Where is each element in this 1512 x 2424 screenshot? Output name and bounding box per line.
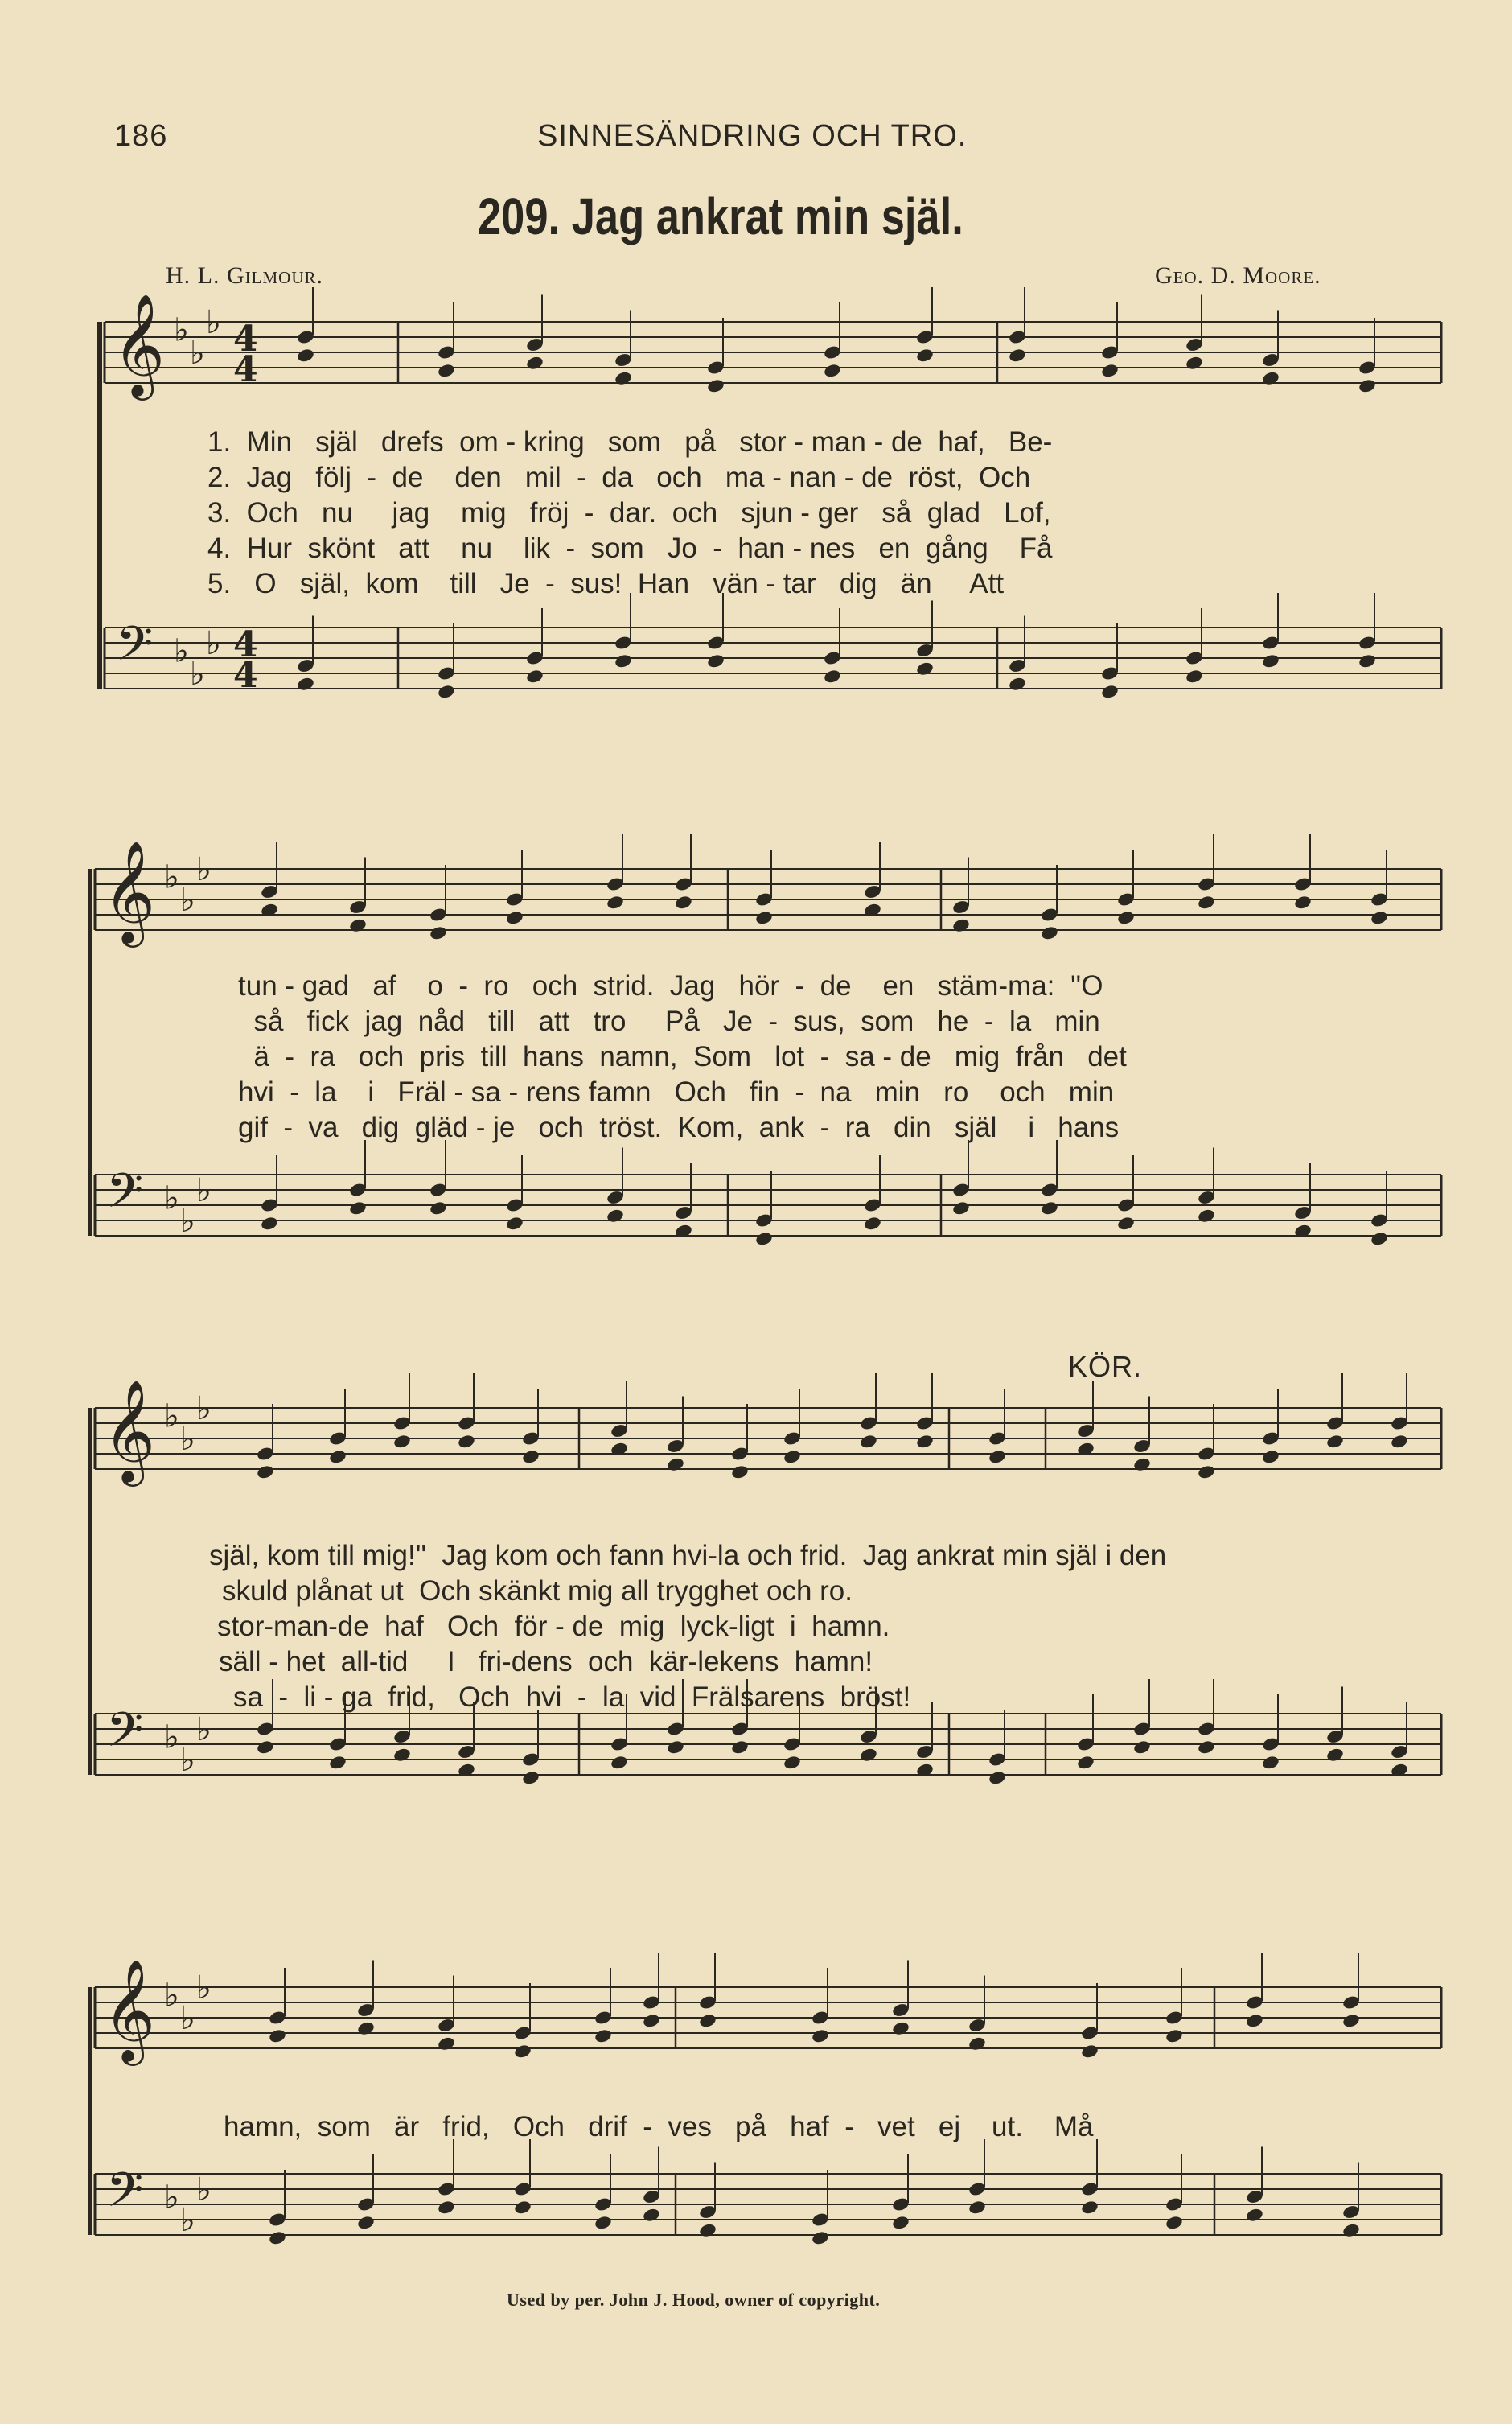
notehead — [256, 1739, 275, 1755]
time-signature: 4 — [233, 349, 258, 390]
page-number: 186 — [114, 119, 168, 153]
notehead — [437, 684, 456, 700]
flat-sign: ♭ — [174, 632, 189, 670]
notehead — [859, 1747, 878, 1763]
notehead — [1100, 363, 1120, 379]
notehead — [1165, 2215, 1184, 2231]
lyric-line: 1. Min själ drefs om - kring som på stor - man - de haf, Be- — [207, 426, 1053, 458]
notehead — [706, 378, 725, 394]
time-signature: 4 — [233, 319, 258, 360]
notehead — [1341, 2013, 1361, 2029]
flat-sign: ♭ — [190, 656, 205, 693]
notehead — [863, 1216, 882, 1232]
notehead — [783, 1755, 802, 1771]
lyric-line: hamn, som är frid, Och drif - ves på haf - vet ej ut. Må — [224, 2111, 1094, 2142]
flat-sign: ♭ — [206, 625, 221, 662]
flat-sign: ♭ — [180, 1421, 195, 1458]
notehead — [260, 902, 279, 918]
notehead — [1245, 2013, 1264, 2029]
notehead — [1370, 910, 1389, 926]
lyric-line: själ, kom till mig!'' Jag kom och fann hvi-la och frid. Jag ankrat min själ i den — [209, 1540, 1167, 1571]
notehead — [392, 1747, 412, 1763]
time-signature: 4 — [233, 624, 258, 665]
notehead — [951, 1200, 971, 1216]
lyric-line: gif - va dig gläd - je och tröst. Kom, ank - ra din själ i hans — [238, 1112, 1120, 1143]
notehead — [915, 1434, 935, 1450]
lyric-line: så fick jag nåd till att tro På Je - sus, som he - la min — [238, 1006, 1100, 1037]
notehead — [915, 1762, 935, 1778]
flat-sign: ♭ — [196, 1711, 212, 1748]
notehead — [505, 910, 524, 926]
bass-clef: 𝄢 — [106, 2162, 144, 2229]
flat-sign: ♭ — [196, 1969, 212, 2006]
flat-sign: ♭ — [196, 1390, 212, 1427]
notehead — [1197, 1464, 1216, 1480]
notehead — [1293, 1223, 1313, 1239]
composer-credit: Geo. D. Moore. — [1155, 262, 1321, 289]
lyric-line: tun - gad af o - ro och strid. Jag hör - de en stäm-ma: ''O — [238, 970, 1103, 1002]
flat-sign: ♭ — [180, 1203, 195, 1240]
bass-clef: 𝄢 — [116, 615, 154, 683]
notehead — [348, 917, 368, 933]
notehead — [1341, 2222, 1361, 2238]
flat-sign: ♭ — [164, 1397, 179, 1435]
bass-clef: 𝄢 — [106, 1163, 144, 1230]
notehead — [429, 1200, 448, 1216]
flat-sign: ♭ — [180, 2202, 195, 2239]
notehead — [1261, 653, 1280, 669]
treble-clef: 𝄞 — [103, 1379, 156, 1482]
lyric-line: 3. Och nu jag mig fröj - dar. och sjun - ger så glad Lof, — [207, 497, 1051, 529]
notehead — [1116, 1216, 1136, 1232]
flat-sign: ♭ — [196, 1172, 212, 1209]
lyric-line: säll - het all-tid I fri-dens och kär-lekens hamn! — [219, 1646, 873, 1677]
notehead — [268, 2028, 287, 2044]
hymn-title: 209. Jag ankrat min själ. — [478, 187, 963, 245]
notehead — [610, 1755, 629, 1771]
lyric-line: hvi - la i Fräl - sa - rens famn Och fin - na min ro och min — [238, 1076, 1115, 1108]
lyric-line: ä - ra och pris till hans namn, Som lot - sa - de mig från det — [238, 1041, 1127, 1072]
notehead — [1245, 2207, 1264, 2223]
notehead — [698, 2013, 717, 2029]
notehead — [356, 2215, 376, 2231]
notehead — [1390, 1762, 1409, 1778]
notehead — [1076, 1755, 1095, 1771]
notehead — [698, 2222, 717, 2238]
notehead — [525, 355, 544, 371]
notehead — [1076, 1441, 1095, 1457]
notehead — [606, 895, 625, 911]
notehead — [437, 2200, 456, 2216]
notehead — [988, 1770, 1007, 1786]
notehead — [754, 910, 774, 926]
notehead — [1197, 895, 1216, 911]
notehead — [392, 1434, 412, 1450]
flat-sign: ♭ — [174, 311, 189, 349]
notehead — [1390, 1434, 1409, 1450]
notehead — [951, 917, 971, 933]
flat-sign: ♭ — [206, 304, 221, 341]
notehead — [268, 2230, 287, 2246]
lyric-line: stor-man-de haf Och för - de mig lyck-ligt i hamn. — [217, 1611, 890, 1642]
notehead — [1261, 1755, 1280, 1771]
flat-sign: ♭ — [180, 1742, 195, 1779]
notehead — [437, 363, 456, 379]
notehead — [666, 1739, 685, 1755]
notehead — [1197, 1739, 1216, 1755]
notehead — [356, 2020, 376, 2036]
flat-sign: ♭ — [164, 858, 179, 896]
notehead — [968, 2035, 987, 2052]
lyric-line: skuld plånat ut Och skänkt mig all trygghet och ro. — [222, 1575, 853, 1607]
notehead — [256, 1464, 275, 1480]
notehead — [811, 2230, 830, 2246]
notehead — [1370, 1231, 1389, 1247]
lyric-line: 4. Hur skönt att nu lik - som Jo - han - nes en gång Få — [207, 533, 1053, 564]
notehead — [513, 2200, 532, 2216]
notehead — [674, 895, 693, 911]
notehead — [328, 1449, 347, 1465]
notehead — [674, 1223, 693, 1239]
notehead — [811, 2028, 830, 2044]
notehead — [1197, 1208, 1216, 1224]
notehead — [915, 348, 935, 364]
notehead — [642, 2013, 661, 2029]
notehead — [1261, 1449, 1280, 1465]
notehead — [730, 1739, 750, 1755]
notehead — [988, 1449, 1007, 1465]
notehead — [823, 363, 842, 379]
bass-clef: 𝄢 — [106, 1702, 144, 1769]
notehead — [1325, 1747, 1345, 1763]
notehead — [1261, 370, 1280, 386]
notehead — [437, 2035, 456, 2052]
notehead — [296, 348, 315, 364]
notehead — [594, 2215, 613, 2231]
author-credit: H. L. Gilmour. — [166, 262, 323, 289]
flat-sign: ♭ — [190, 335, 205, 372]
flat-sign: ♭ — [164, 1977, 179, 2015]
chorus-label: KÖR. — [1068, 1350, 1143, 1383]
notehead — [1008, 348, 1027, 364]
notehead — [1008, 676, 1027, 692]
notehead — [594, 2028, 613, 2044]
notehead — [915, 661, 935, 677]
notehead — [1040, 925, 1059, 941]
notehead — [783, 1449, 802, 1465]
flat-sign: ♭ — [196, 2171, 212, 2208]
notehead — [642, 2207, 661, 2223]
flat-sign: ♭ — [196, 851, 212, 888]
copyright-notice: Used by per. John J. Hood, owner of copyright. — [507, 2290, 881, 2310]
notehead — [863, 902, 882, 918]
flat-sign: ♭ — [164, 1179, 179, 1217]
notehead — [1325, 1434, 1345, 1450]
notehead — [1100, 684, 1120, 700]
notehead — [260, 1216, 279, 1232]
notehead — [754, 1231, 774, 1247]
notehead — [610, 1441, 629, 1457]
notehead — [1080, 2200, 1099, 2216]
notehead — [1293, 895, 1313, 911]
notehead — [1185, 669, 1204, 685]
notehead — [513, 2043, 532, 2060]
notehead — [1185, 355, 1204, 371]
notehead — [1080, 2043, 1099, 2060]
notehead — [666, 1456, 685, 1472]
notehead — [1358, 653, 1377, 669]
notehead — [891, 2020, 910, 2036]
notehead — [328, 1755, 347, 1771]
notehead — [1040, 1200, 1059, 1216]
notehead — [457, 1762, 476, 1778]
flat-sign: ♭ — [164, 1718, 179, 1756]
notehead — [823, 669, 842, 685]
lyric-line: 2. Jag följ - de den mil - da och ma - nan - de röst, Och — [207, 462, 1031, 493]
notehead — [706, 653, 725, 669]
flat-sign: ♭ — [164, 2179, 179, 2216]
notehead — [1116, 910, 1136, 926]
treble-clef: 𝄞 — [103, 840, 156, 943]
flat-sign: ♭ — [180, 2000, 195, 2037]
lyric-line: sa - li - ga frid, Och hvi - la vid Frälsarens bröst! — [233, 1681, 911, 1713]
notehead — [968, 2200, 987, 2216]
notehead — [606, 1208, 625, 1224]
lyric-line: 5. O själ, kom till Je - sus! Han vän - tar dig än Att — [207, 568, 1005, 599]
notehead — [1358, 378, 1377, 394]
notehead — [521, 1449, 540, 1465]
notehead — [1132, 1456, 1152, 1472]
notehead — [525, 669, 544, 685]
treble-clef: 𝄞 — [113, 293, 166, 396]
notehead — [859, 1434, 878, 1450]
notehead — [730, 1464, 750, 1480]
notehead — [505, 1216, 524, 1232]
time-signature: 4 — [233, 655, 258, 696]
notehead — [1132, 1739, 1152, 1755]
notehead — [429, 925, 448, 941]
running-head: SINNESÄNDRING OCH TRO. — [537, 119, 968, 153]
notehead — [614, 653, 633, 669]
notehead — [521, 1770, 540, 1786]
notehead — [1165, 2028, 1184, 2044]
notehead — [296, 676, 315, 692]
treble-clef: 𝄞 — [103, 1958, 156, 2061]
notehead — [348, 1200, 368, 1216]
notehead — [614, 370, 633, 386]
notehead — [891, 2215, 910, 2231]
flat-sign: ♭ — [180, 882, 195, 919]
notehead — [457, 1434, 476, 1450]
